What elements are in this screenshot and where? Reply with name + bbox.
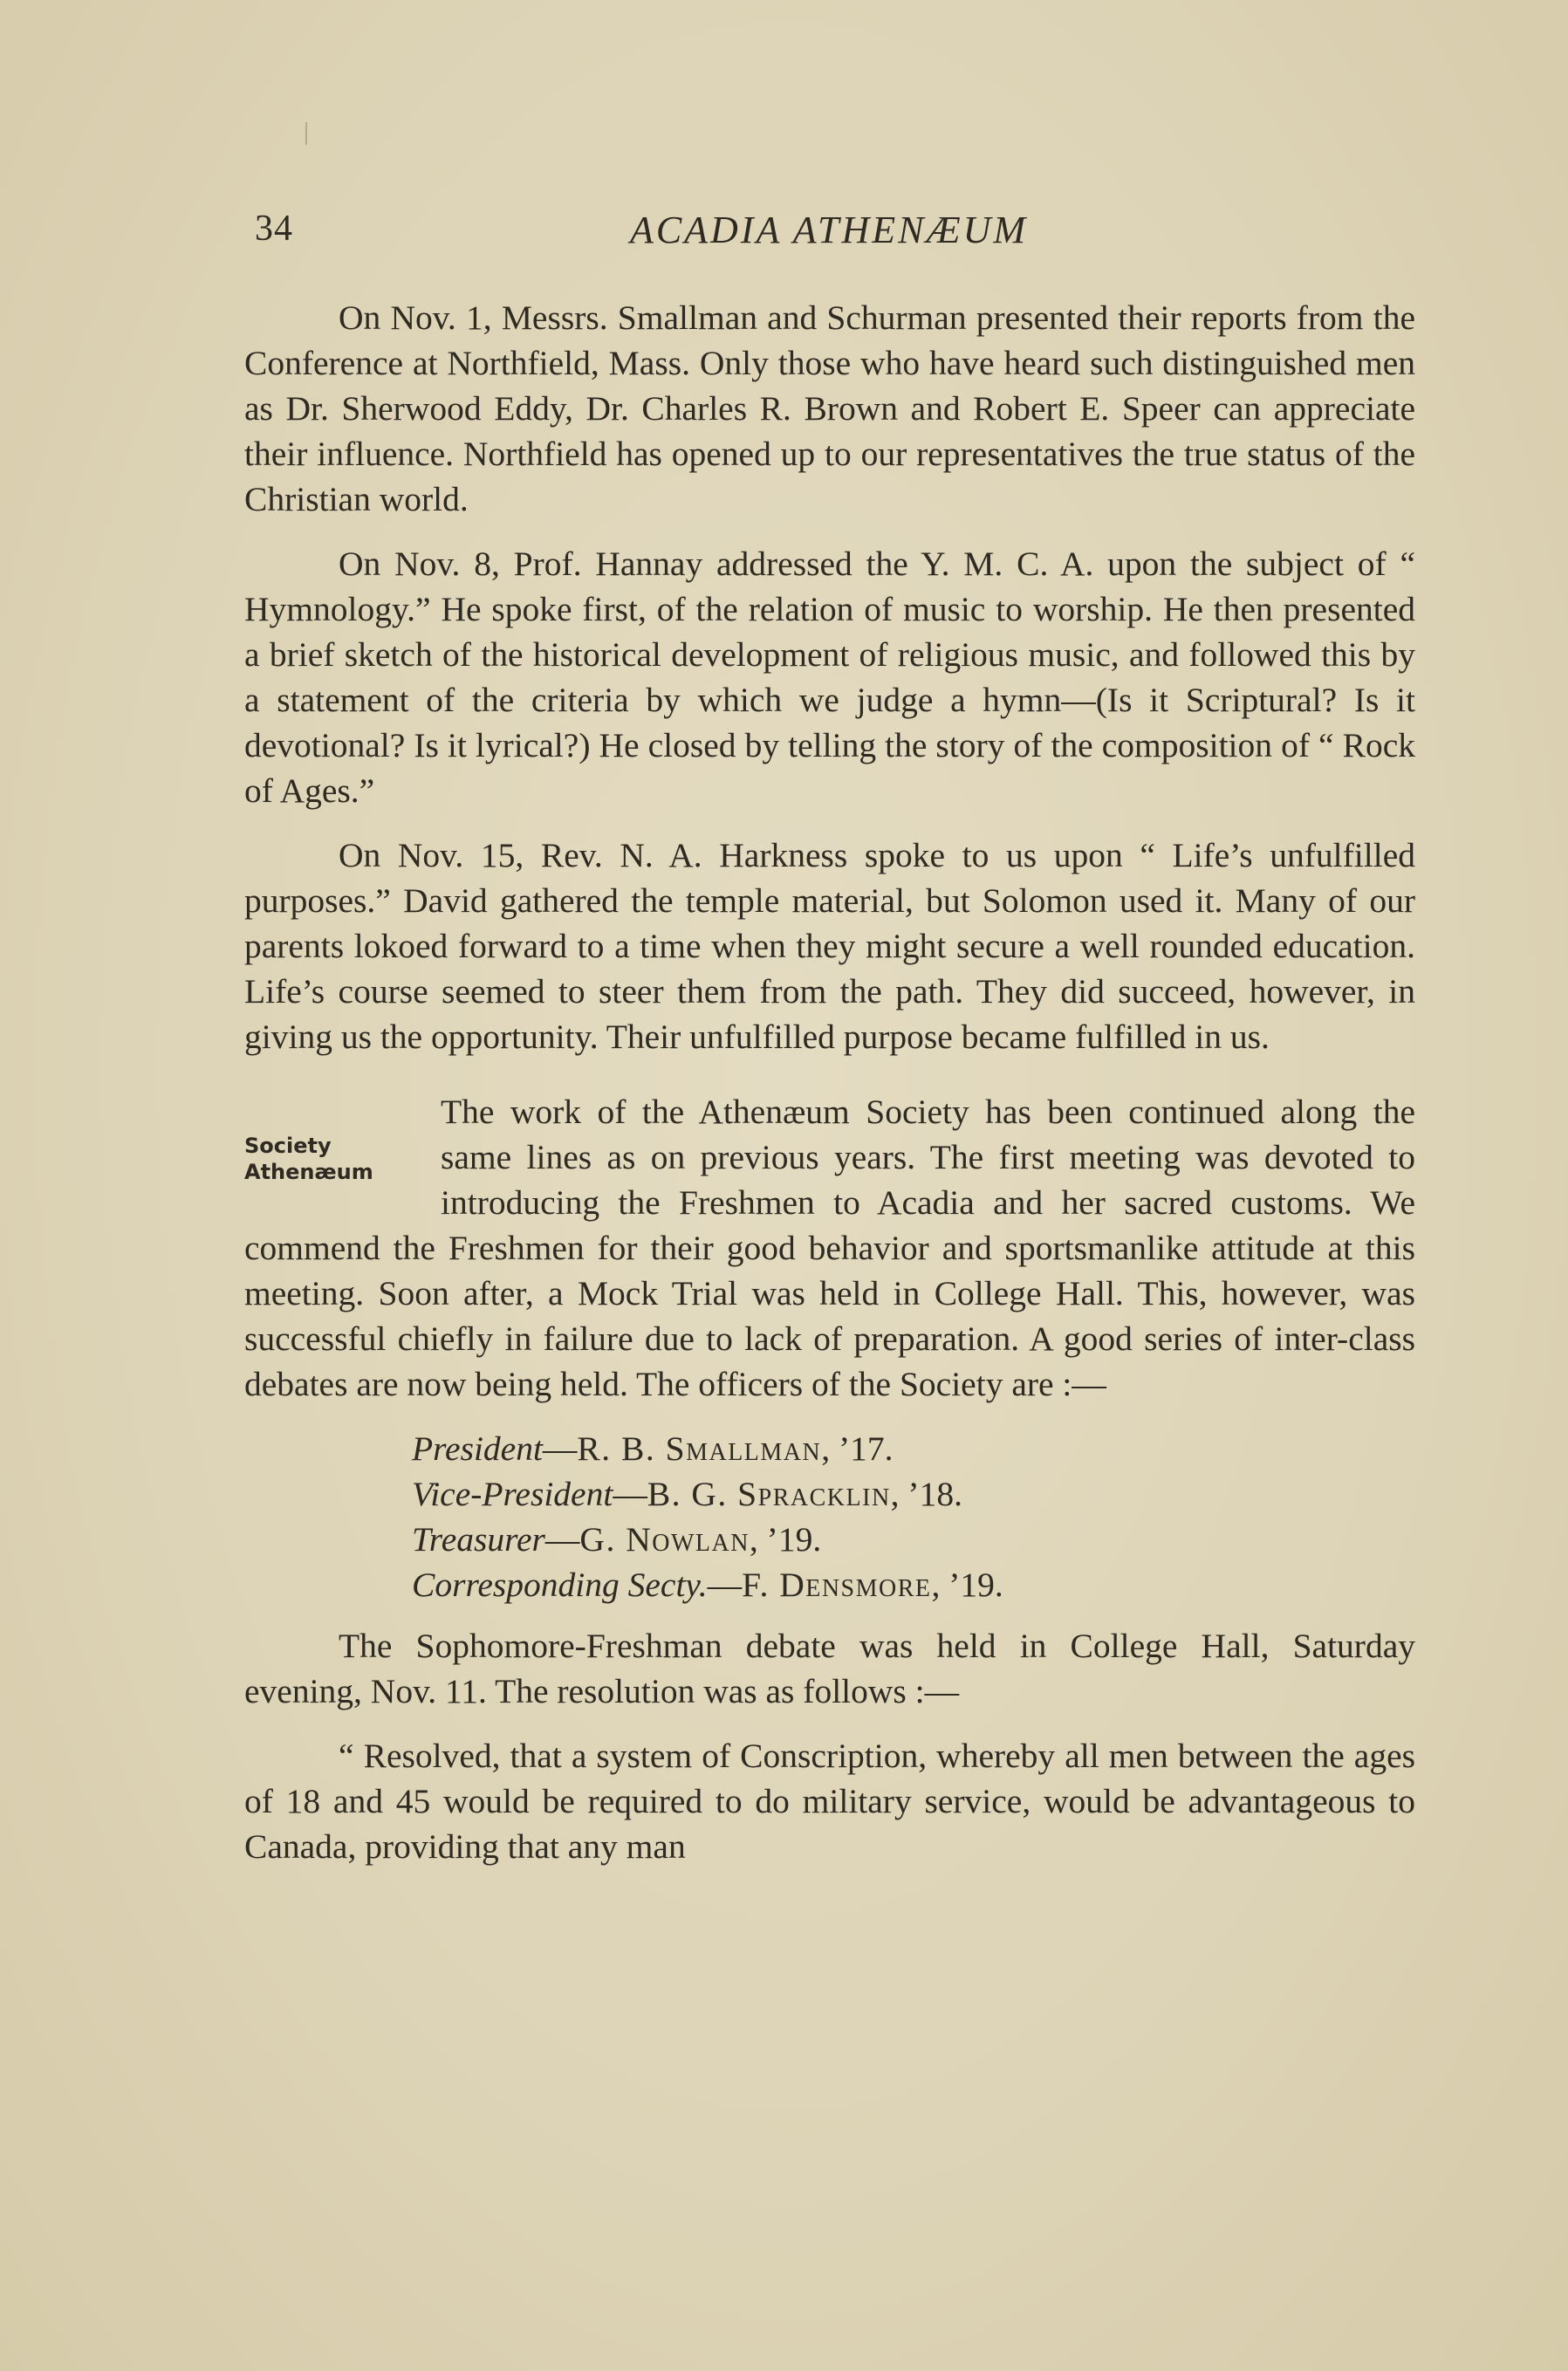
officer-dash: — — [544, 1520, 580, 1559]
page-number: 34 — [255, 209, 293, 249]
paragraph-northfield: On Nov. 1, Messrs. Smallman and Schurman presented their reports from the Conference at Northfield, Mass. Only those who have heard such distinguished men as Dr. Sherwood Eddy, Dr. Charles R. Brown and Robert E. Speer can appreciate their influence. Northfield has opened up to our representatives the true status of the Christian world. — [244, 298, 1415, 518]
officer-treasurer — [412, 1517, 1415, 1562]
society-section — [244, 1089, 1415, 1407]
officer-corresponding-secretary — [412, 1562, 1415, 1607]
officer-role: Corresponding Secty. — [412, 1566, 708, 1604]
officer-year: , ’19. — [931, 1566, 1003, 1604]
officer-president — [412, 1426, 1415, 1471]
running-title: ACADIA ATHENÆUM — [629, 209, 1029, 251]
officer-year: , ’19. — [749, 1520, 822, 1559]
officer-year: , ’17. — [821, 1429, 894, 1468]
paragraph-resolution: “ Resolved, that a system of Conscription, whereby all men between the ages of 18 and 45 would be required to do military service, would be advantageous to Canada, providing that any man — [244, 1737, 1415, 1866]
officer-role: Treasurer — [412, 1520, 545, 1559]
officer-name: F. Densmore — [742, 1566, 932, 1604]
officer-dash: — — [613, 1475, 647, 1513]
page-header — [244, 208, 1414, 260]
side-heading-line-1: Society — [244, 1134, 332, 1158]
paragraph-society: The work of the Athenæum Society has been continued along the same lines as on previous years. The first meeting was devoted to introducing the Freshmen to Acadia and her sacred customs. We commend the Freshmen for their good behavior and sportsmanlike attitude at this meeting. Soon after, a Mock Trial was held in College Hall. This, however, was successful chiefly in failure due to lack of preparation. A good series of inter-class debates are now being held. The officers of the Society are :— — [244, 1093, 1415, 1403]
paragraph-hymnology: On Nov. 8, Prof. Hannay addressed the Y. M. C. A. upon the subject of “ Hymnology.” He spoke first, of the relation of music to worship. He then presented a brief sketch of the historical development of religious music, and followed this by a statement of the criteria by which we judge a hymn—(Is it Scriptural? Is it devotional? Is it lyrical?) He closed by telling the story of the composition of “ Rock of Ages.” — [244, 545, 1415, 810]
officer-name: B. G. Spracklin — [647, 1475, 891, 1513]
side-heading-line-2: Athenæum — [244, 1160, 373, 1184]
body-text — [244, 295, 1415, 1888]
officer-role: President — [412, 1429, 543, 1468]
officer-name: R. B. Smallman — [577, 1429, 822, 1468]
officers-list — [412, 1426, 1415, 1607]
officer-name: G. Nowlan — [579, 1520, 750, 1559]
side-heading — [244, 1133, 432, 1185]
officer-dash: — — [542, 1429, 578, 1468]
officer-role: Vice-President — [412, 1475, 613, 1513]
paragraph-harkness: On Nov. 15, Rev. N. A. Harkness spoke to us upon “ Life’s unfulfilled purposes.” David gathered the temple material, but Solomon used it. Many of our parents lokoed forward to a time when they might secure a well rounded education. Life’s course seemed to steer them from the path. They did succeed, however, in giving us the opportunity. Their unfulfilled purpose became fulfilled in us. — [244, 836, 1415, 1056]
officer-dash: — — [707, 1566, 743, 1604]
stray-mark — [305, 122, 307, 145]
paragraph-debate: The Sophomore-Freshman debate was held in College Hall, Saturday evening, Nov. 11. The resolution was as follows :— — [244, 1627, 1415, 1710]
officer-vice-president — [412, 1471, 1415, 1517]
officer-year: , ’18. — [890, 1475, 962, 1513]
